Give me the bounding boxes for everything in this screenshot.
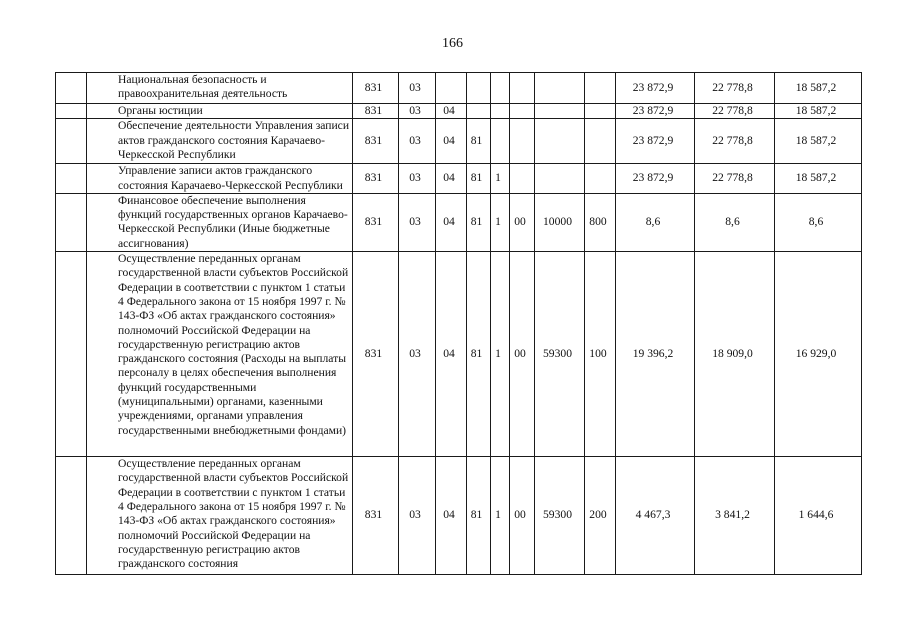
- row-expense-code-cell: [535, 73, 585, 104]
- row-subprogram-cell: [491, 73, 510, 104]
- row-direction-cell: 00: [510, 457, 535, 575]
- row-amount-year2-cell: 18 909,0: [695, 252, 775, 457]
- row-subprogram-cell: 1: [491, 457, 510, 575]
- row-amount-year2-cell: 22 778,8: [695, 164, 775, 194]
- row-direction-cell: 00: [510, 252, 535, 457]
- row-section-cell: 03: [399, 164, 436, 194]
- row-gov-code-cell: 831: [353, 164, 399, 194]
- row-margin-cell: [56, 252, 87, 457]
- row-section-cell: 03: [399, 457, 436, 575]
- row-subsection-cell: [436, 73, 467, 104]
- row-section-cell: 03: [399, 119, 436, 164]
- row-name-cell: Финансовое обеспечение выполнения функций государственных органов Карачаево-Черкесской Республики (Иные бюджетные ассигнования): [87, 193, 353, 251]
- row-expense-type-cell: [585, 119, 616, 164]
- row-subprogram-cell: 1: [491, 193, 510, 251]
- table-row: [56, 73, 862, 104]
- row-amount-year2-cell: 8,6: [695, 193, 775, 251]
- row-amount-year3-cell: 18 587,2: [775, 104, 862, 119]
- table-row: [56, 193, 862, 251]
- table-row: [56, 252, 862, 457]
- row-margin-cell: [56, 104, 87, 119]
- row-direction-cell: [510, 119, 535, 164]
- row-amount-year2-cell: 3 841,2: [695, 457, 775, 575]
- budget-table: [55, 72, 862, 575]
- row-amount-year2-cell: 22 778,8: [695, 73, 775, 104]
- row-section-cell: 03: [399, 193, 436, 251]
- row-program-cell: 81: [467, 119, 491, 164]
- row-amount-year3-cell: 18 587,2: [775, 119, 862, 164]
- row-expense-code-cell: [535, 104, 585, 119]
- page-number: 166: [442, 36, 463, 51]
- row-expense-code-cell: [535, 119, 585, 164]
- table-row: [56, 457, 862, 575]
- row-direction-cell: [510, 104, 535, 119]
- row-name-cell: Управление записи актов гражданского состояния Карачаево-Черкесской Республики: [87, 164, 353, 194]
- row-amount-year1-cell: 23 872,9: [616, 73, 695, 104]
- row-expense-type-cell: [585, 104, 616, 119]
- row-expense-code-cell: 10000: [535, 193, 585, 251]
- row-expense-type-cell: 800: [585, 193, 616, 251]
- row-subprogram-cell: [491, 104, 510, 119]
- row-program-cell: 81: [467, 164, 491, 194]
- row-margin-cell: [56, 457, 87, 575]
- table-row: [56, 119, 862, 164]
- row-subsection-cell: 04: [436, 457, 467, 575]
- row-amount-year1-cell: 23 872,9: [616, 119, 695, 164]
- row-gov-code-cell: 831: [353, 73, 399, 104]
- row-direction-cell: [510, 73, 535, 104]
- row-amount-year3-cell: 18 587,2: [775, 73, 862, 104]
- row-direction-cell: [510, 164, 535, 194]
- row-amount-year3-cell: 1 644,6: [775, 457, 862, 575]
- row-subsection-cell: 04: [436, 104, 467, 119]
- row-amount-year1-cell: 4 467,3: [616, 457, 695, 575]
- table-row: [56, 104, 862, 119]
- row-amount-year2-cell: 22 778,8: [695, 119, 775, 164]
- row-amount-year2-cell: 22 778,8: [695, 104, 775, 119]
- row-amount-year1-cell: 8,6: [616, 193, 695, 251]
- row-expense-code-cell: [535, 164, 585, 194]
- row-name-cell: Органы юстиции: [87, 104, 353, 119]
- row-program-cell: 81: [467, 193, 491, 251]
- row-expense-type-cell: [585, 73, 616, 104]
- row-section-cell: 03: [399, 104, 436, 119]
- row-name-cell: Национальная безопасность и правоохранительная деятельность: [87, 73, 353, 104]
- row-program-cell: [467, 73, 491, 104]
- row-name-cell: Обеспечение деятельности Управления записи актов гражданского состояния Карачаево-Черкесской Республики: [87, 119, 353, 164]
- row-direction-cell: 00: [510, 193, 535, 251]
- row-gov-code-cell: 831: [353, 119, 399, 164]
- row-amount-year1-cell: 19 396,2: [616, 252, 695, 457]
- row-amount-year3-cell: 18 587,2: [775, 164, 862, 194]
- row-subsection-cell: 04: [436, 252, 467, 457]
- row-amount-year1-cell: 23 872,9: [616, 164, 695, 194]
- row-margin-cell: [56, 164, 87, 194]
- row-subsection-cell: 04: [436, 119, 467, 164]
- row-program-cell: [467, 104, 491, 119]
- row-program-cell: 81: [467, 252, 491, 457]
- row-subsection-cell: 04: [436, 193, 467, 251]
- row-margin-cell: [56, 73, 87, 104]
- row-amount-year3-cell: 8,6: [775, 193, 862, 251]
- row-gov-code-cell: 831: [353, 104, 399, 119]
- row-margin-cell: [56, 119, 87, 164]
- row-subprogram-cell: 1: [491, 164, 510, 194]
- row-gov-code-cell: 831: [353, 193, 399, 251]
- row-expense-type-cell: 100: [585, 252, 616, 457]
- row-amount-year1-cell: 23 872,9: [616, 104, 695, 119]
- row-margin-cell: [56, 193, 87, 251]
- row-expense-code-cell: 59300: [535, 252, 585, 457]
- row-gov-code-cell: 831: [353, 252, 399, 457]
- row-name-cell: Осуществление переданных органам государственной власти субъектов Российской Федерации в соответствии с пунктом 1 статьи 4 Федерального закона от 15 ноября 1997 г. № 143-ФЗ «Об актах гражданского состояния» полномочий Российской Федерации на государственную регистрацию актов гражданского состояния: [87, 457, 353, 575]
- row-name-cell: Осуществление переданных органам государственной власти субъектов Российской Федерации в соответствии с пунктом 1 статьи 4 Федерального закона от 15 ноября 1997 г. № 143-ФЗ «Об актах гражданского состояния» полномочий Российской Федерации на государственную регистрацию актов гражданского состояния (Расходы на выплаты персоналу в целях обеспечения выполнения функций государственными (муниципальными) органами, казенными учреждениями, органами управления государственными внебюджетными фондами): [87, 252, 353, 457]
- row-section-cell: 03: [399, 73, 436, 104]
- row-amount-year3-cell: 16 929,0: [775, 252, 862, 457]
- table-row: [56, 164, 862, 194]
- row-expense-code-cell: 59300: [535, 457, 585, 575]
- row-subprogram-cell: [491, 119, 510, 164]
- row-program-cell: 81: [467, 457, 491, 575]
- row-section-cell: 03: [399, 252, 436, 457]
- row-expense-type-cell: 200: [585, 457, 616, 575]
- row-expense-type-cell: [585, 164, 616, 194]
- row-subsection-cell: 04: [436, 164, 467, 194]
- row-subprogram-cell: 1: [491, 252, 510, 457]
- row-gov-code-cell: 831: [353, 457, 399, 575]
